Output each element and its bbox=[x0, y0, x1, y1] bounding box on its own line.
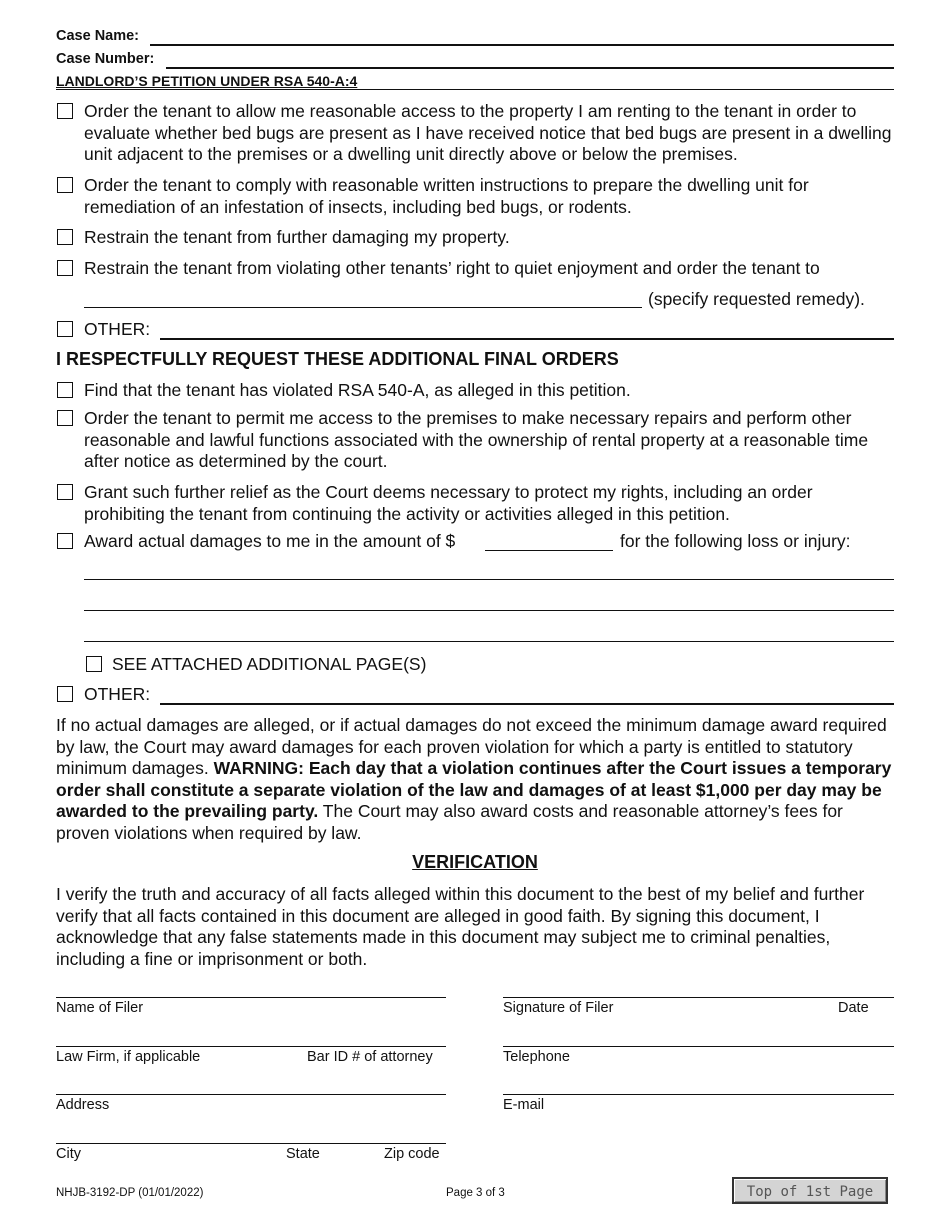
checkbox-restrain-damage[interactable] bbox=[57, 229, 73, 245]
signature-of-filer-field[interactable] bbox=[503, 997, 894, 998]
warning-intro: If no actual damages are alleged, or if actual damages do not exceed the minimum damage award required by law, the Court may award damages for each proven violation for which a party is entitled to statutory minimum damages. bbox=[56, 715, 887, 778]
signature-of-filer-label: Signature of Filer bbox=[503, 1000, 614, 1016]
checkbox-find-violation[interactable] bbox=[57, 382, 73, 398]
checkbox-further-relief[interactable] bbox=[57, 484, 73, 500]
bar-id-label: Bar ID # of attorney bbox=[307, 1049, 433, 1065]
order-permit-access: Order the tenant to permit me access to the premises to make necessary repairs and perform other reasonable and lawful functions associated with the ownership of rental property at a reasonable time after notice as determined by the court. bbox=[84, 408, 869, 471]
checkbox-other-final[interactable] bbox=[57, 686, 73, 702]
form-id: NHJB-3192-DP (01/01/2022) bbox=[56, 1187, 204, 1199]
case-name-field[interactable] bbox=[150, 44, 894, 46]
email-label: E-mail bbox=[503, 1097, 545, 1113]
city-field[interactable] bbox=[56, 1143, 446, 1144]
order-restrain-damage: Restrain the tenant from further damaging my property. bbox=[84, 227, 510, 247]
petition-title: LANDLORD’S PETITION UNDER RSA 540-A:4 bbox=[56, 73, 358, 89]
remedy-field[interactable] bbox=[84, 307, 642, 308]
checkbox-quiet-enjoyment[interactable] bbox=[57, 260, 73, 276]
damages-suffix: for the following loss or injury: bbox=[620, 531, 851, 551]
warning-paragraph bbox=[56, 715, 896, 844]
checkbox-remediation-instructions[interactable] bbox=[57, 177, 73, 193]
order-further-relief: Grant such further relief as the Court deems necessary to protect my rights, including an order prohibiting the tenant from continuing the activity or activities alleged in this petition. bbox=[84, 482, 813, 524]
telephone-label: Telephone bbox=[503, 1049, 570, 1065]
order-quiet-enjoyment: Restrain the tenant from violating other tenants’ right to quiet enjoyment and order the tenant to bbox=[84, 258, 820, 278]
warning-outro: The Court may also award costs and reasonable attorney’s fees for proven violations when required by law. bbox=[56, 801, 843, 843]
see-attached-label: SEE ATTACHED ADDITIONAL PAGE(S) bbox=[112, 654, 427, 674]
other-temporary-field[interactable] bbox=[160, 338, 894, 340]
date-label: Date bbox=[838, 1000, 869, 1016]
address-label: Address bbox=[56, 1097, 110, 1113]
email-field[interactable] bbox=[503, 1094, 894, 1095]
telephone-field[interactable] bbox=[503, 1046, 894, 1047]
remedy-suffix: (specify requested remedy). bbox=[648, 289, 865, 309]
checkbox-other-temporary[interactable] bbox=[57, 321, 73, 337]
other-final-label: OTHER: bbox=[84, 684, 151, 704]
checkbox-actual-damages[interactable] bbox=[57, 533, 73, 549]
name-of-filer-field[interactable] bbox=[56, 997, 446, 998]
loss-injury-line-3[interactable] bbox=[84, 641, 894, 642]
law-firm-field[interactable] bbox=[56, 1046, 446, 1047]
state-label: State bbox=[286, 1146, 320, 1162]
top-of-first-page-button[interactable]: Top of 1st Page bbox=[732, 1177, 888, 1204]
order-find-violation: Find that the tenant has violated RSA 540-A, as alleged in this petition. bbox=[84, 380, 631, 400]
other-temporary-label: OTHER: bbox=[84, 319, 151, 339]
loss-injury-line-1[interactable] bbox=[84, 579, 894, 580]
checkbox-permit-access[interactable] bbox=[57, 410, 73, 426]
law-firm-label: Law Firm, if applicable bbox=[56, 1049, 201, 1065]
damages-prefix: Award actual damages to me in the amount of $ bbox=[84, 531, 456, 551]
order-remediation-instructions: Order the tenant to comply with reasonable written instructions to prepare the dwelling unit for remediation of an infestation of insects, including bed bugs, or rodents. bbox=[84, 175, 809, 217]
other-final-field[interactable] bbox=[160, 703, 894, 705]
warning-bold: WARNING: Each day that a violation continues after the Court issues a temporary order shall constitute a separate violation of the law and damages of at least $1,000 per day may be awarded to the prevailing party. bbox=[56, 758, 892, 821]
address-field[interactable] bbox=[56, 1094, 446, 1095]
checkbox-see-attached[interactable] bbox=[86, 656, 102, 672]
verification-heading: VERIFICATION bbox=[412, 852, 538, 872]
final-orders-heading: I RESPECTFULLY REQUEST THESE ADDITIONAL FINAL ORDERS bbox=[56, 349, 619, 369]
case-number-label: Case Number: bbox=[56, 51, 155, 67]
verification-text: I verify the truth and accuracy of all facts alleged within this document to the best of my belief and further verify that all facts contained in this document are alleged in good faith. By signing this document, I acknowledge that any false statements made in this document may subject me to criminal penalties, including a fine or imprisonment or both. bbox=[56, 884, 865, 969]
damages-amount-field[interactable] bbox=[485, 550, 613, 551]
case-name-label: Case Name: bbox=[56, 28, 140, 44]
city-label: City bbox=[56, 1146, 81, 1162]
name-of-filer-label: Name of Filer bbox=[56, 1000, 144, 1016]
loss-injury-line-2[interactable] bbox=[84, 610, 894, 611]
header-divider bbox=[56, 89, 894, 90]
page-number: Page 3 of 3 bbox=[446, 1187, 505, 1199]
checkbox-bed-bug-access[interactable] bbox=[57, 103, 73, 119]
zip-code-label: Zip code bbox=[384, 1146, 440, 1162]
case-number-field[interactable] bbox=[166, 67, 894, 69]
order-bed-bug-access: Order the tenant to allow me reasonable access to the property I am renting to the tenant in order to evaluate whether bed bugs are present as I have received notice that bed bugs are present in a dwelling unit adjacent to the premises or a dwelling unit directly above or below the premises. bbox=[84, 101, 892, 164]
